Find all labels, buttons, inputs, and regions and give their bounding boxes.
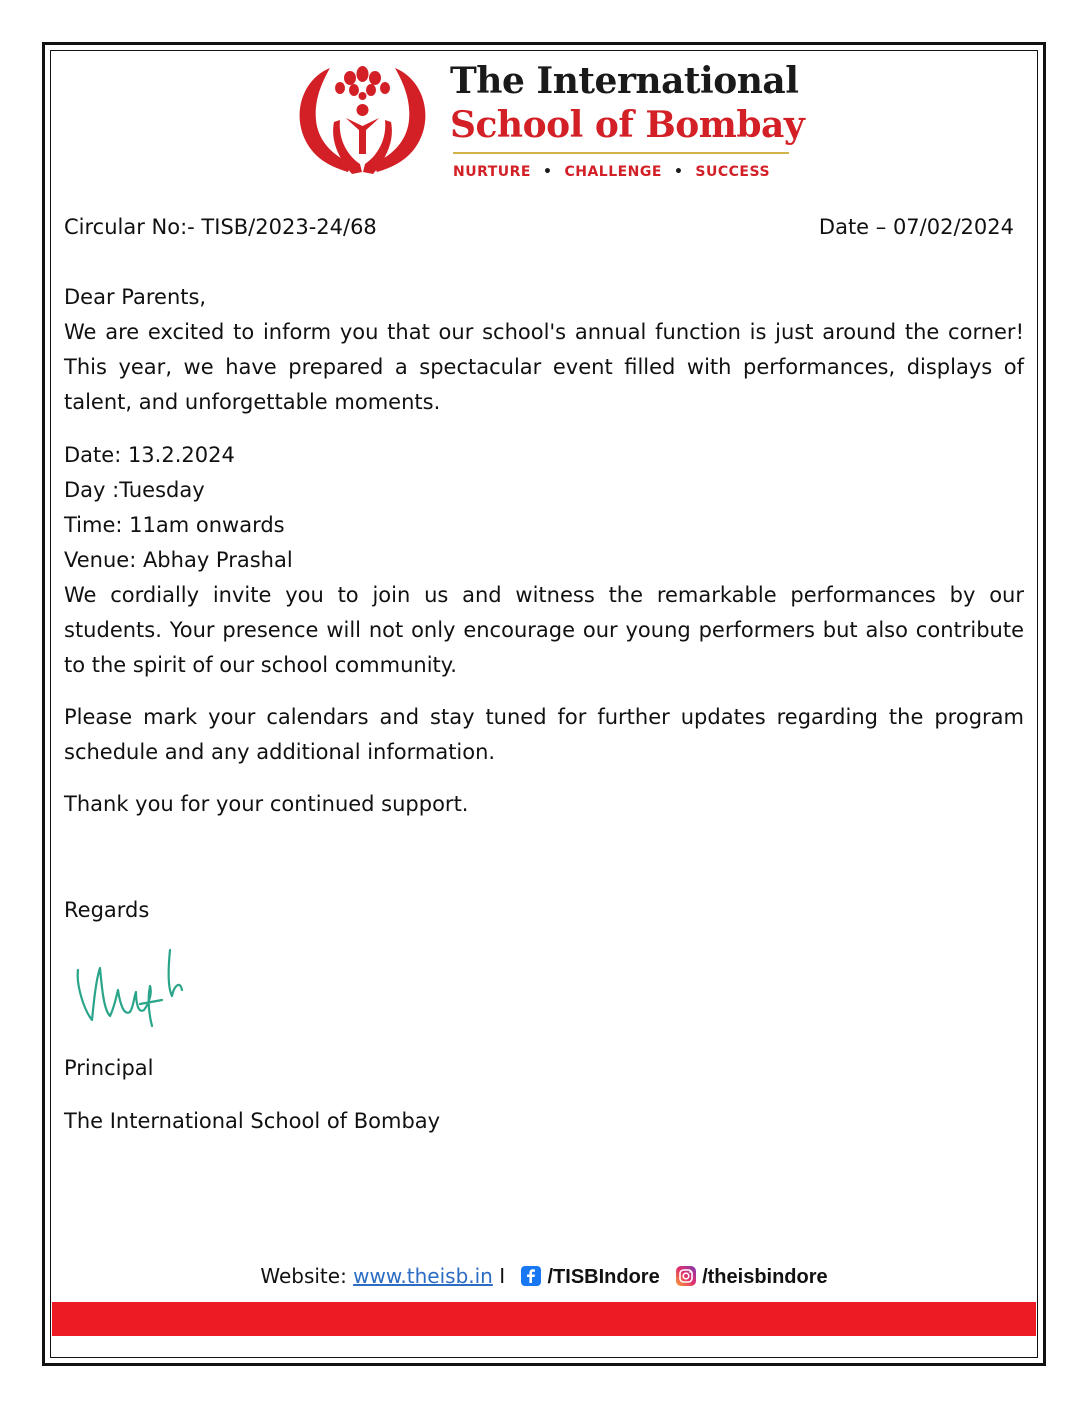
event-date: Date: 13.2.2024 <box>64 443 235 467</box>
bullet-icon: • <box>543 164 553 180</box>
paragraph-invitation: We cordially invite you to join us and witness the remarkable performances by our students. Your presence will not only encourage our young performers but also contribute to the spirit of our school community. <box>64 583 1024 677</box>
circular-number: Circular No:- TISB/2023-24/68 <box>64 215 377 239</box>
instagram-icon[interactable] <box>676 1266 696 1286</box>
signatory-title: Principal <box>64 1056 154 1080</box>
bullet-icon: • <box>673 164 684 180</box>
letterhead <box>290 60 810 185</box>
footer-contact <box>0 1264 1088 1289</box>
circular-date: Date – 07/02/2024 <box>818 215 1014 239</box>
facebook-icon[interactable] <box>521 1266 541 1286</box>
salutation: Dear Parents, <box>64 285 207 309</box>
tagline-word: CHALLENGE <box>564 164 662 180</box>
website-label: Website: <box>260 1264 347 1288</box>
school-name-line2: School of Bombay <box>450 104 805 146</box>
paragraph-reminder: Please mark your calendars and stay tuned for further updates regarding the program schedule and any additional information. <box>64 705 1024 764</box>
tagline-word: NURTURE <box>453 164 531 180</box>
footer-separator: I <box>499 1264 506 1288</box>
event-time: Time: 11am onwards <box>64 513 285 537</box>
website-link[interactable]: www.theisb.in <box>353 1264 493 1288</box>
tagline-word: SUCCESS <box>695 164 771 180</box>
instagram-handle[interactable]: /theisbindore <box>702 1266 828 1288</box>
footer-red-bar <box>52 1302 1036 1336</box>
paragraph-intro: We are excited to inform you that our school's annual function is just around the corner! This year, we have prepared a spectacular event filled with performances, displays of talent, and unforgettable moments. <box>64 320 1024 414</box>
letterhead-divider <box>453 152 789 154</box>
event-day: Day :Tuesday <box>64 478 205 502</box>
school-name-line1: The International <box>450 60 799 102</box>
paragraph-thanks: Thank you for your continued support. <box>64 792 469 816</box>
signatory-organization: The International School of Bombay <box>64 1109 441 1133</box>
facebook-handle[interactable]: /TISBIndore <box>547 1266 660 1288</box>
closing: Regards <box>64 898 150 922</box>
school-emblem-icon <box>290 60 435 178</box>
signature <box>70 940 190 1035</box>
event-venue: Venue: Abhay Prashal <box>64 548 293 572</box>
school-tagline <box>453 164 770 180</box>
